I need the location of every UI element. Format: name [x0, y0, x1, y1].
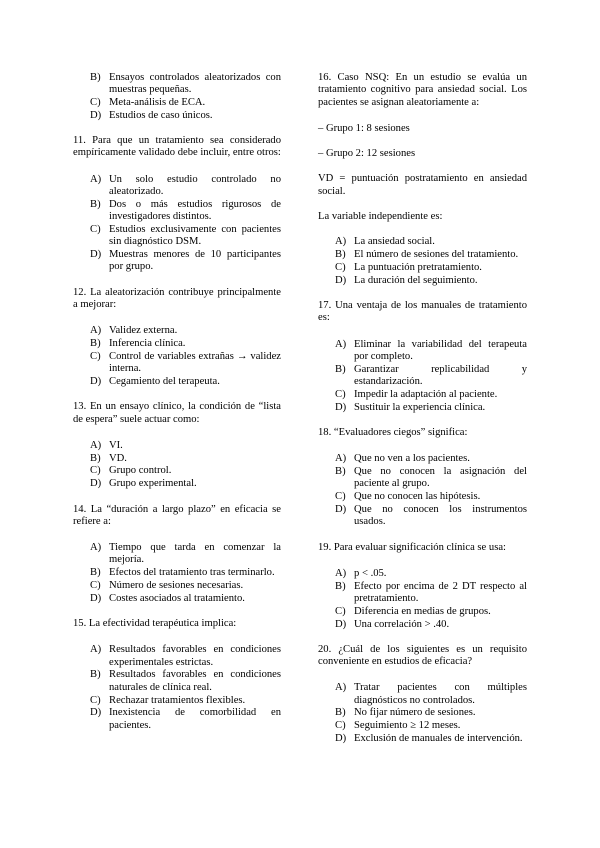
option-letter: D): [90, 375, 102, 387]
question-18: 18. “Evaluadores ciegos” significa:: [318, 426, 468, 438]
option-letter: B): [90, 669, 101, 681]
option-letter: D): [335, 503, 347, 515]
option-letter: A): [335, 453, 347, 465]
option-letter: B): [90, 198, 101, 210]
option: [318, 619, 527, 631]
option-text: Exclusión de manuales de intervención.: [354, 733, 523, 745]
option-list: [318, 568, 527, 631]
option: [318, 339, 527, 364]
option-text: Muestras menores de 10 participantes por grupo.: [109, 249, 281, 273]
option: [318, 682, 527, 707]
option-letter: C): [335, 261, 346, 273]
option-text: Rechazar tratamientos flexibles.: [109, 694, 246, 706]
option: [318, 262, 527, 274]
option: [73, 580, 281, 592]
option: [73, 669, 281, 694]
option-text: La ansiedad social.: [354, 236, 435, 248]
option-list: [73, 174, 281, 274]
option: [73, 478, 281, 490]
option-list: [73, 440, 281, 491]
option: [318, 453, 527, 465]
question-17: 17. Una ventaja de los manuales de tratamiento es:: [318, 300, 527, 324]
option-list: [73, 644, 281, 732]
option: [73, 174, 281, 199]
option: [73, 453, 281, 465]
option-letter: D): [90, 249, 102, 261]
question-11: 11. Para que un tratamiento sea considerado empíricamente validado debe incluir, entre otros:: [73, 135, 281, 159]
option-letter: A): [90, 325, 102, 337]
vd-line: VD = puntuación postratamiento en ansiedad social.: [318, 173, 527, 197]
option-text: Efectos del tratamiento tras terminarlo.: [109, 567, 275, 579]
option: [73, 707, 281, 732]
question-prompt: La variable independiente es:: [318, 211, 443, 223]
option: [318, 402, 527, 414]
option: [73, 249, 281, 274]
question-12: 12. La aleatorización contribuye principalmente a mejorar:: [73, 286, 281, 310]
option-letter: D): [335, 618, 347, 630]
option-letter: C): [90, 223, 101, 235]
option-letter: D): [90, 478, 102, 490]
option: [318, 568, 527, 580]
option-list: [73, 72, 281, 122]
option-text: Diferencia en medias de grupos.: [354, 605, 491, 617]
option: [73, 338, 281, 350]
option: [318, 389, 527, 401]
option: [73, 567, 281, 579]
option-text: Que no ven a los pacientes.: [354, 453, 470, 465]
option: [318, 466, 527, 491]
option-letter: C): [90, 465, 101, 477]
option-text: Un solo estudio controlado no aleatorizado.: [109, 173, 281, 198]
left-column: [73, 72, 281, 745]
option-letter: C): [90, 350, 101, 362]
option-text: Grupo experimental.: [109, 478, 197, 490]
option: [73, 593, 281, 605]
option-list: [73, 542, 281, 605]
option-text: VI.: [109, 439, 123, 451]
option: [318, 720, 527, 732]
option-text: Sustituir la experiencia clínica.: [354, 401, 486, 413]
option-letter: B): [335, 580, 346, 592]
option-letter: C): [90, 580, 101, 591]
option-letter: B): [90, 72, 101, 83]
option: [318, 707, 527, 719]
option: [73, 72, 281, 97]
option-letter: D): [90, 707, 102, 719]
group-1-line: – Grupo 1: 8 sesiones: [318, 122, 410, 134]
option-letter: A): [90, 644, 102, 656]
option-text: Resultados favorables en condiciones experimentales estrictas.: [109, 644, 281, 668]
option-letter: A): [90, 439, 102, 451]
option-text: Eliminar la variabilidad del terapeuta por completo.: [354, 338, 527, 362]
option: [318, 364, 527, 389]
option-text: La duración del seguimiento.: [354, 274, 478, 286]
option: [73, 440, 281, 452]
option-letter: C): [335, 605, 346, 617]
option-letter: D): [335, 274, 347, 286]
option-letter: A): [90, 173, 102, 185]
option-text: Efecto por encima de 2 DT respecto al pretratamiento.: [354, 580, 527, 604]
option-text: VD.: [109, 452, 127, 464]
question-19: 19. Para evaluar significación clínica se usa:: [318, 541, 506, 553]
option-list: [73, 325, 281, 388]
option-text: Meta-análisis de ECA.: [109, 97, 206, 109]
option-letter: D): [335, 401, 347, 413]
option: [318, 249, 527, 261]
option: [318, 606, 527, 618]
option: [318, 275, 527, 287]
option-list: [318, 339, 527, 414]
option-list: [318, 682, 527, 745]
option-text: La puntuación pretratamiento.: [354, 261, 482, 273]
option-letter: B): [335, 707, 346, 719]
option: [73, 695, 281, 707]
option-letter: C): [90, 694, 101, 706]
option-letter: A): [335, 567, 347, 579]
question-20: 20. ¿Cuál de los siguientes es un requisito conveniente en estudios de eficacia?: [318, 643, 527, 668]
group-2-line: – Grupo 2: 12 sesiones: [318, 148, 416, 160]
option: [73, 351, 281, 376]
option-text: Tiempo que tarda en comenzar la mejoría.: [109, 542, 281, 566]
option: [73, 465, 281, 477]
option-list: [318, 236, 527, 287]
question-14: 14. La “duración a largo plazo” en eficacia se refiere a:: [73, 503, 281, 527]
option-letter: B): [90, 567, 101, 579]
option-text: Resultados favorables en condiciones naturales de clínica real.: [109, 669, 281, 693]
option: [73, 644, 281, 669]
option: [73, 110, 281, 122]
option-text: Grupo control.: [109, 465, 172, 477]
option-letter: D): [90, 592, 102, 604]
option: [73, 376, 281, 388]
option-letter: A): [335, 682, 347, 694]
option-letter: A): [335, 236, 347, 248]
option-text: Estudios exclusivamente con pacientes sin diagnóstico DSM.: [109, 223, 281, 248]
option: [73, 542, 281, 567]
option-letter: B): [90, 338, 101, 350]
option-text: No fijar número de sesiones.: [354, 707, 476, 719]
option-letter: B): [335, 466, 346, 478]
option-letter: C): [90, 97, 101, 109]
option-letter: A): [335, 338, 347, 350]
option: [318, 504, 527, 529]
option-text: Inferencia clínica.: [109, 338, 186, 350]
option-letter: D): [90, 109, 102, 121]
option-text: Validez externa.: [109, 325, 178, 337]
option-list: [318, 453, 527, 528]
option: [73, 199, 281, 224]
option: [73, 224, 281, 249]
option-text: Dos o más estudios rigurosos de investigadores distintos.: [109, 198, 281, 223]
option: [318, 581, 527, 606]
option: [73, 97, 281, 109]
option-letter: A): [90, 542, 102, 554]
option-letter: C): [335, 491, 346, 503]
option-text: Garantizar replicabilidad y estandarización.: [354, 363, 527, 388]
question-15: 15. La efectividad terapéutica implica:: [73, 618, 237, 630]
question-16: 16. Caso NSQ: En un estudio se evalúa un tratamiento cognitivo para ansiedad social. Los pacientes se asignan aleatoriamente a:: [318, 72, 527, 108]
option: [73, 325, 281, 337]
option-text: p < .05.: [354, 567, 387, 579]
question-13: 13. En un ensayo clínico, la condición de “lista de espera” suele actuar como:: [73, 401, 281, 425]
option-letter: C): [335, 720, 346, 732]
option-text: Seguimiento ≥ 12 meses.: [354, 720, 461, 732]
option-text: Control de variables extrañas → validez interna.: [109, 350, 281, 375]
right-column: [318, 72, 527, 758]
option: [318, 491, 527, 503]
option-text: Costes asociados al tratamiento.: [109, 592, 245, 604]
option-text: Tratar pacientes con múltiples diagnósticos no controlados.: [354, 682, 527, 706]
option-letter: D): [335, 733, 347, 745]
option-text: El número de sesiones del tratamiento.: [354, 249, 519, 261]
option-text: Una correlación > .40.: [354, 618, 450, 630]
option-letter: B): [90, 452, 101, 464]
option-text: Que no conocen los instrumentos usados.: [354, 503, 527, 528]
option: [318, 733, 527, 745]
option-text: Estudios de caso únicos.: [109, 109, 213, 121]
option-text: Ensayos controlados aleatorizados con muestras pequeñas.: [109, 72, 281, 96]
option-text: Impedir la adaptación al paciente.: [354, 388, 498, 400]
option-text: Que no conocen la asignación del paciente al grupo.: [354, 466, 527, 490]
option-text: Inexistencia de comorbilidad en pacientes.: [109, 707, 281, 731]
option-text: Que no conocen las hipótesis.: [354, 491, 481, 503]
option-text: Cegamiento del terapeuta.: [109, 375, 220, 387]
option-text: Número de sesiones necesarias.: [109, 580, 244, 591]
option-letter: B): [335, 363, 346, 375]
option-letter: C): [335, 388, 346, 400]
option: [318, 236, 527, 248]
option-letter: B): [335, 249, 346, 261]
